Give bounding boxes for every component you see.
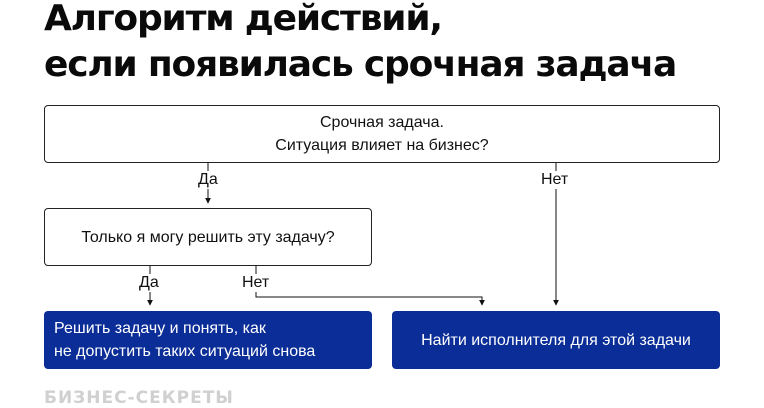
- edge-label-middle-yes: Да: [139, 274, 159, 291]
- decision-business-impact: [44, 105, 720, 163]
- edge-label-middle-no: Нет: [242, 274, 270, 291]
- brand-watermark: БИЗНЕС-СЕКРЕТЫ: [44, 388, 234, 408]
- title-line-2: если появилась срочная задача: [44, 44, 677, 85]
- action-solve-line-2: не допустить таких ситуаций снова: [54, 343, 316, 360]
- action-find-executor: [392, 311, 720, 369]
- decision-only-me-text: Только я могу решить эту задачу?: [81, 228, 335, 246]
- action-find-executor-text: Найти исполнителя для этой задачи: [421, 331, 691, 349]
- action-solve-line-1: Решить задачу и понять, как: [54, 320, 266, 337]
- decision-only-me: [44, 208, 372, 266]
- decision-business-impact-line-1: Срочная задача.: [320, 114, 444, 131]
- decision-business-impact-line-2: Ситуация влияет на бизнес?: [275, 137, 489, 154]
- action-solve-and-prevent: [44, 311, 372, 369]
- edge-label-top-no: Нет: [541, 171, 569, 188]
- edge-middle-no: [256, 266, 482, 305]
- title-line-1: Алгоритм действий,: [44, 0, 442, 39]
- edge-label-top-yes: Да: [198, 171, 218, 188]
